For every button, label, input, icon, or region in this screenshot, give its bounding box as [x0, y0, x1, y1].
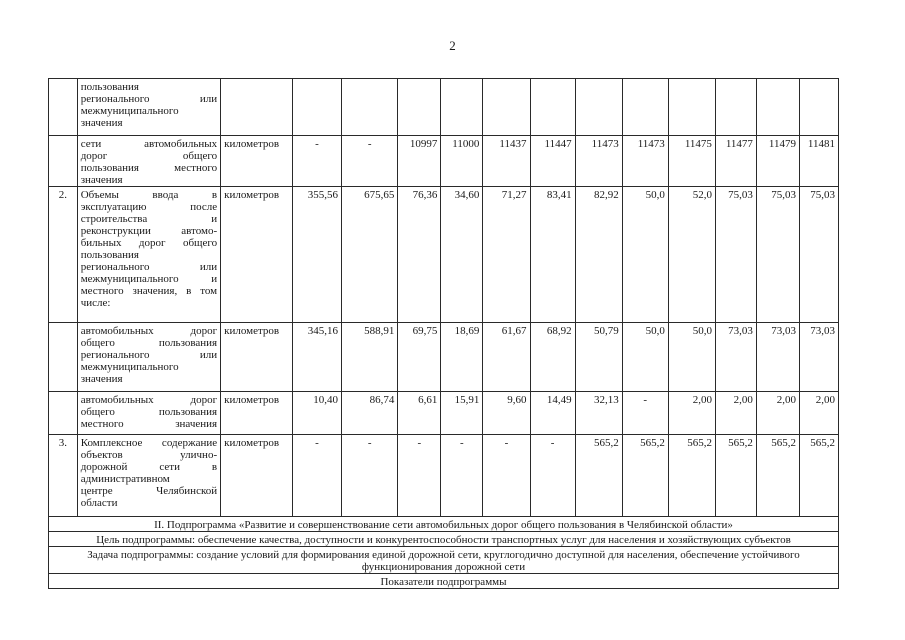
- indicator-name-line: эксплуатацию после: [80, 201, 218, 213]
- subprogram-task: [49, 547, 839, 574]
- value-cell: 15,91: [441, 392, 483, 435]
- value-cell: -: [398, 435, 441, 517]
- value-cell: 2,00: [799, 392, 838, 435]
- subprogram-task-line: функционирования дорожной сети: [361, 561, 526, 573]
- unit-cell: километров: [221, 187, 293, 323]
- value-cell: -: [292, 435, 341, 517]
- value-cell: -: [622, 392, 668, 435]
- indicator-name-line: автомобильных дорог: [80, 394, 218, 406]
- value-cell: [622, 79, 668, 136]
- value-cell: 565,2: [756, 435, 799, 517]
- row-index: [49, 136, 78, 187]
- value-cell: 50,79: [575, 323, 622, 392]
- value-cell: -: [342, 435, 398, 517]
- value-cell: -: [530, 435, 575, 517]
- value-cell: 52,0: [668, 187, 715, 323]
- value-cell: -: [342, 136, 398, 187]
- value-cell: 355,56: [292, 187, 341, 323]
- subprogram-title: [49, 517, 839, 532]
- value-cell: [530, 79, 575, 136]
- row-index: 3.: [49, 435, 78, 517]
- indicator-name-line: значения: [80, 174, 123, 186]
- value-cell: [715, 79, 756, 136]
- unit-cell: километров: [221, 435, 293, 517]
- value-cell: 76,36: [398, 187, 441, 323]
- table-row: [49, 532, 839, 547]
- indicator-name-line: Комплексное содержание: [80, 437, 218, 449]
- value-cell: 6,61: [398, 392, 441, 435]
- unit-cell: километров: [221, 392, 293, 435]
- table-row: [49, 136, 839, 187]
- indicator-name-line: межмуниципального и: [80, 273, 218, 285]
- indicator-name-line: бильных дорог общего: [80, 237, 218, 249]
- value-cell: [575, 79, 622, 136]
- indicator-name-line: значения: [80, 373, 123, 385]
- indicator-name-line: регионального или: [80, 261, 218, 273]
- subprogram-title-line: II. Подпрограмма «Развитие и совершенствование сети автомобильных дорог общего пользования в Челябинской области»: [154, 519, 733, 531]
- indicator-name-line: значения: [80, 117, 123, 129]
- table-row: [49, 392, 839, 435]
- value-cell: 11437: [483, 136, 530, 187]
- value-cell: [756, 79, 799, 136]
- indicator-name-line: местного значения, в том: [80, 285, 218, 297]
- indicator-name-line: регионального или: [80, 93, 218, 105]
- subprogram-goal: [49, 532, 839, 547]
- subprogram-goal-line: Цель подпрограммы: обеспечение качества, доступности и конкурентоспособности транспортных услуг для населения и хозяйствующих субъектов: [96, 534, 791, 546]
- value-cell: 61,67: [483, 323, 530, 392]
- indicator-name-line: межмуниципального: [80, 105, 179, 117]
- indicator-name-line: дорожной сети в: [80, 461, 218, 473]
- subprogram-indicators: [49, 574, 839, 589]
- value-cell: -: [292, 136, 341, 187]
- value-cell: 73,03: [756, 323, 799, 392]
- indicator-name-line: числе:: [80, 297, 111, 309]
- value-cell: -: [483, 435, 530, 517]
- indicator-name-line: реконструкции автомо-: [80, 225, 218, 237]
- indicator-name-line: общего пользования: [80, 406, 218, 418]
- value-cell: 14,49: [530, 392, 575, 435]
- value-cell: 11475: [668, 136, 715, 187]
- value-cell: 75,03: [799, 187, 838, 323]
- value-cell: 50,0: [668, 323, 715, 392]
- value-cell: 565,2: [668, 435, 715, 517]
- value-cell: 565,2: [715, 435, 756, 517]
- value-cell: [441, 79, 483, 136]
- value-cell: 345,16: [292, 323, 341, 392]
- value-cell: 71,27: [483, 187, 530, 323]
- value-cell: 75,03: [715, 187, 756, 323]
- value-cell: 10997: [398, 136, 441, 187]
- value-cell: 565,2: [622, 435, 668, 517]
- subprogram-task-line: Задача подпрограммы: создание условий для формирования единой дорожной сети, круглогодично доступной для населения, обеспечение устойчивого: [87, 549, 800, 561]
- unit-cell: километров: [221, 323, 293, 392]
- indicator-name-line: Объемы ввода в: [80, 189, 218, 201]
- value-cell: [342, 79, 398, 136]
- table-row: [49, 517, 839, 532]
- value-cell: 11473: [575, 136, 622, 187]
- value-cell: 82,92: [575, 187, 622, 323]
- value-cell: -: [441, 435, 483, 517]
- value-cell: 9,60: [483, 392, 530, 435]
- indicator-name-line: общего пользования: [80, 337, 218, 349]
- value-cell: 11477: [715, 136, 756, 187]
- value-cell: 86,74: [342, 392, 398, 435]
- indicator-name-line: автомобильных дорог: [80, 325, 218, 337]
- indicator-name-line: объектов улично-: [80, 449, 218, 461]
- indicator-name: [77, 187, 220, 323]
- value-cell: 75,03: [756, 187, 799, 323]
- value-cell: 73,03: [799, 323, 838, 392]
- table-row: [49, 435, 839, 517]
- value-cell: 11479: [756, 136, 799, 187]
- row-index: [49, 323, 78, 392]
- indicator-name: [77, 323, 220, 392]
- indicator-name-line: сети автомобильных: [80, 138, 218, 150]
- unit-cell: [221, 79, 293, 136]
- indicator-name-line: регионального или: [80, 349, 218, 361]
- indicators-table: [48, 78, 839, 589]
- unit-cell: километров: [221, 136, 293, 187]
- value-cell: 588,91: [342, 323, 398, 392]
- subprogram-indicators-line: Показатели подпрограммы: [380, 576, 507, 588]
- value-cell: 11000: [441, 136, 483, 187]
- value-cell: 73,03: [715, 323, 756, 392]
- value-cell: 11481: [799, 136, 838, 187]
- value-cell: 675,65: [342, 187, 398, 323]
- indicator-name-line: области: [80, 497, 118, 509]
- value-cell: 34,60: [441, 187, 483, 323]
- row-index: 2.: [49, 187, 78, 323]
- indicator-name: [77, 435, 220, 517]
- value-cell: 565,2: [575, 435, 622, 517]
- table-row: [49, 79, 839, 136]
- indicator-name-line: центре Челябинской: [80, 485, 218, 497]
- indicator-name-line: строительства и: [80, 213, 218, 225]
- value-cell: 50,0: [622, 187, 668, 323]
- value-cell: 565,2: [799, 435, 838, 517]
- value-cell: [292, 79, 341, 136]
- page-number: 2: [449, 38, 456, 53]
- table-row: [49, 547, 839, 574]
- value-cell: 32,13: [575, 392, 622, 435]
- table-row: [49, 323, 839, 392]
- indicator-name-line: пользования местного: [80, 162, 218, 174]
- value-cell: 2,00: [715, 392, 756, 435]
- value-cell: 83,41: [530, 187, 575, 323]
- indicator-name: [77, 392, 220, 435]
- value-cell: [799, 79, 838, 136]
- value-cell: 10,40: [292, 392, 341, 435]
- table-row: [49, 574, 839, 589]
- indicator-name-line: пользования: [80, 249, 139, 261]
- indicator-name-line: пользования: [80, 81, 139, 93]
- row-index: [49, 79, 78, 136]
- value-cell: 11473: [622, 136, 668, 187]
- indicator-name: [77, 79, 220, 136]
- value-cell: 2,00: [756, 392, 799, 435]
- value-cell: [668, 79, 715, 136]
- value-cell: 68,92: [530, 323, 575, 392]
- value-cell: [398, 79, 441, 136]
- value-cell: 11447: [530, 136, 575, 187]
- indicator-name-line: дорог общего: [80, 150, 218, 162]
- table-row: [49, 187, 839, 323]
- value-cell: [483, 79, 530, 136]
- indicator-name-line: межмуниципального: [80, 361, 179, 373]
- value-cell: 69,75: [398, 323, 441, 392]
- value-cell: 50,0: [622, 323, 668, 392]
- value-cell: 18,69: [441, 323, 483, 392]
- value-cell: 2,00: [668, 392, 715, 435]
- indicator-name-line: административном: [80, 473, 170, 485]
- indicator-name-line: местного значения: [80, 418, 218, 430]
- indicator-name: [77, 136, 220, 187]
- row-index: [49, 392, 78, 435]
